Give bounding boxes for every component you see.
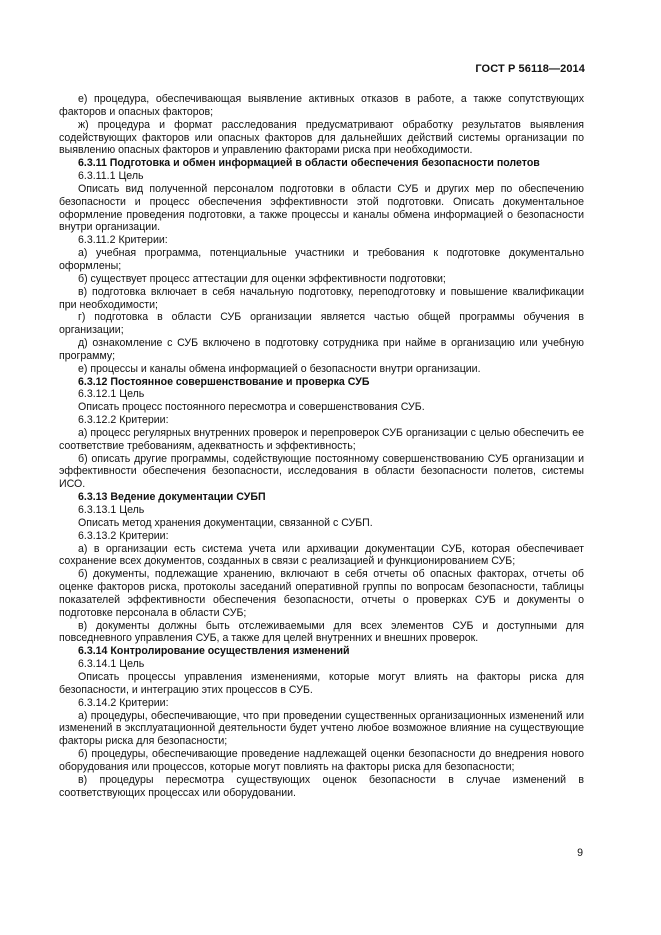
paragraph: 6.3.14.1 Цель (78, 658, 145, 671)
paragraph: в) документы должны быть отслеживаемыми для всех элементов СУБ и доступными для повседневного управления СУБ, а также для целей внутренних и внешних проверок. (59, 619, 584, 645)
paragraph: Описать вид полученной персоналом подготовки в области СУБ и других мер по обеспечению безопасности и процесс обеспечения эффективности этой подготовки. Описать документальное оформление проведения подготовки, а также процессы и каналы обмена информацией о безопасности внутри организации. (59, 182, 584, 234)
paragraph: д) ознакомление с СУБ включено в подготовку сотрудника при найме в организацию или учебную программу; (59, 337, 584, 362)
paragraph: в) подготовка включает в себя начальную подготовку, переподготовку и повышение квалификации при необходимости; (59, 285, 584, 311)
paragraph: а) учебная программа, потенциальные участники и требования к подготовке документально оформлены; (59, 247, 584, 272)
paragraph: б) процедуры, обеспечивающие проведение надлежащей оценки безопасности до внедрения нового оборудования или процессов, которые могут повлиять на факторы риска для безопасности; (59, 748, 584, 773)
paragraph: Описать метод хранения документации, связанной с СУБП. (78, 516, 373, 529)
section-heading: 6.3.14 Контролирование осуществления изменений (78, 645, 350, 658)
paragraph: 6.3.13.1 Цель (78, 504, 145, 516)
paragraph: е) процедура, обеспечивающая выявление активных отказов в работе, а также сопутствующих факторов и опасных факторов; (59, 93, 584, 118)
paragraph: ж) процедура и формат расследования предусматривают обработку результатов выявления содействующих факторов или опасных факторов для дальнейших действий системы организации по выявлению опасных факторов и управлению факторами риска при необходимости. (59, 118, 584, 157)
paragraph: 6.3.11.1 Цель (78, 170, 144, 183)
paragraph: е) процессы и каналы обмена информацией о безопасности внутри организации. (78, 362, 481, 375)
paragraph: б) существует процесс аттестации для оценки эффективности подготовки; (78, 272, 446, 285)
paragraph: а) процесс регулярных внутренних проверок и перепроверок СУБ организации с целью обеспечить ее соответствие требованиям, адекватность и эффективность; (59, 426, 584, 452)
paragraph: а) процедуры, обеспечивающие, что при проведении существенных организационных изменений или изменений в эксплуатационной деятельности будет учтено любое возможное влияние на существующие факторы риска для безопасности; (59, 709, 584, 748)
paragraph: 6.3.12.2 Критерии: (78, 414, 169, 427)
section-heading: 6.3.12 Постоянное совершенствование и проверка СУБ (78, 375, 370, 388)
paragraph: Описать процесс постоянного пересмотра и совершенствования СУБ. (78, 401, 425, 414)
paragraph: 6.3.12.1 Цель (78, 388, 145, 401)
paragraph: 6.3.11.2 Критерии: (78, 234, 168, 247)
paragraph: 6.3.13.2 Критерии: (78, 529, 169, 542)
paragraph: б) документы, подлежащие хранению, включают в себя отчеты об опасных факторах, отчеты об оценке факторов риска, протоколы заседаний оперативной группы по вопросам безопасности, таблицы показателей эффективности обеспечения безопасности, отчеты о проверках СУБ и документы о подготовке персонала в области СУБ; (59, 568, 584, 619)
section-heading: 6.3.11 Подготовка и обмен информацией в области обеспечения безопасности полетов (78, 157, 540, 170)
document-number: ГОСТ Р 56118—2014 (475, 63, 585, 75)
paragraph: 6.3.14.2 Критерии: (78, 696, 169, 709)
section-heading: 6.3.13 Ведение документации СУБП (78, 491, 266, 504)
paragraph: в) процедуры пересмотра существующих оценок безопасности в случае изменений в соответствующих процессах или оборудовании. (59, 773, 584, 799)
paragraph: Описать процессы управления изменениями, которые могут влиять на факторы риска для безопасности, и интеграцию этих процессов в СУБ. (59, 670, 584, 696)
paragraph: г) подготовка в области СУБ организации является частью общей программы обучения в организации; (59, 311, 584, 337)
paragraph: б) описать другие программы, содействующие постоянному совершенствованию СУБ организации и эффективности обеспечения безопасности, исследования в области безопасности полетов, системы ИСО. (59, 452, 584, 491)
document-body (59, 93, 584, 799)
page-number: 9 (577, 847, 583, 859)
paragraph: а) в организации есть система учета или архивации документации СУБ, которая обеспечивает сохранение всех документов, созданных в связи с реализацией и функционированием СУБ; (59, 542, 584, 568)
